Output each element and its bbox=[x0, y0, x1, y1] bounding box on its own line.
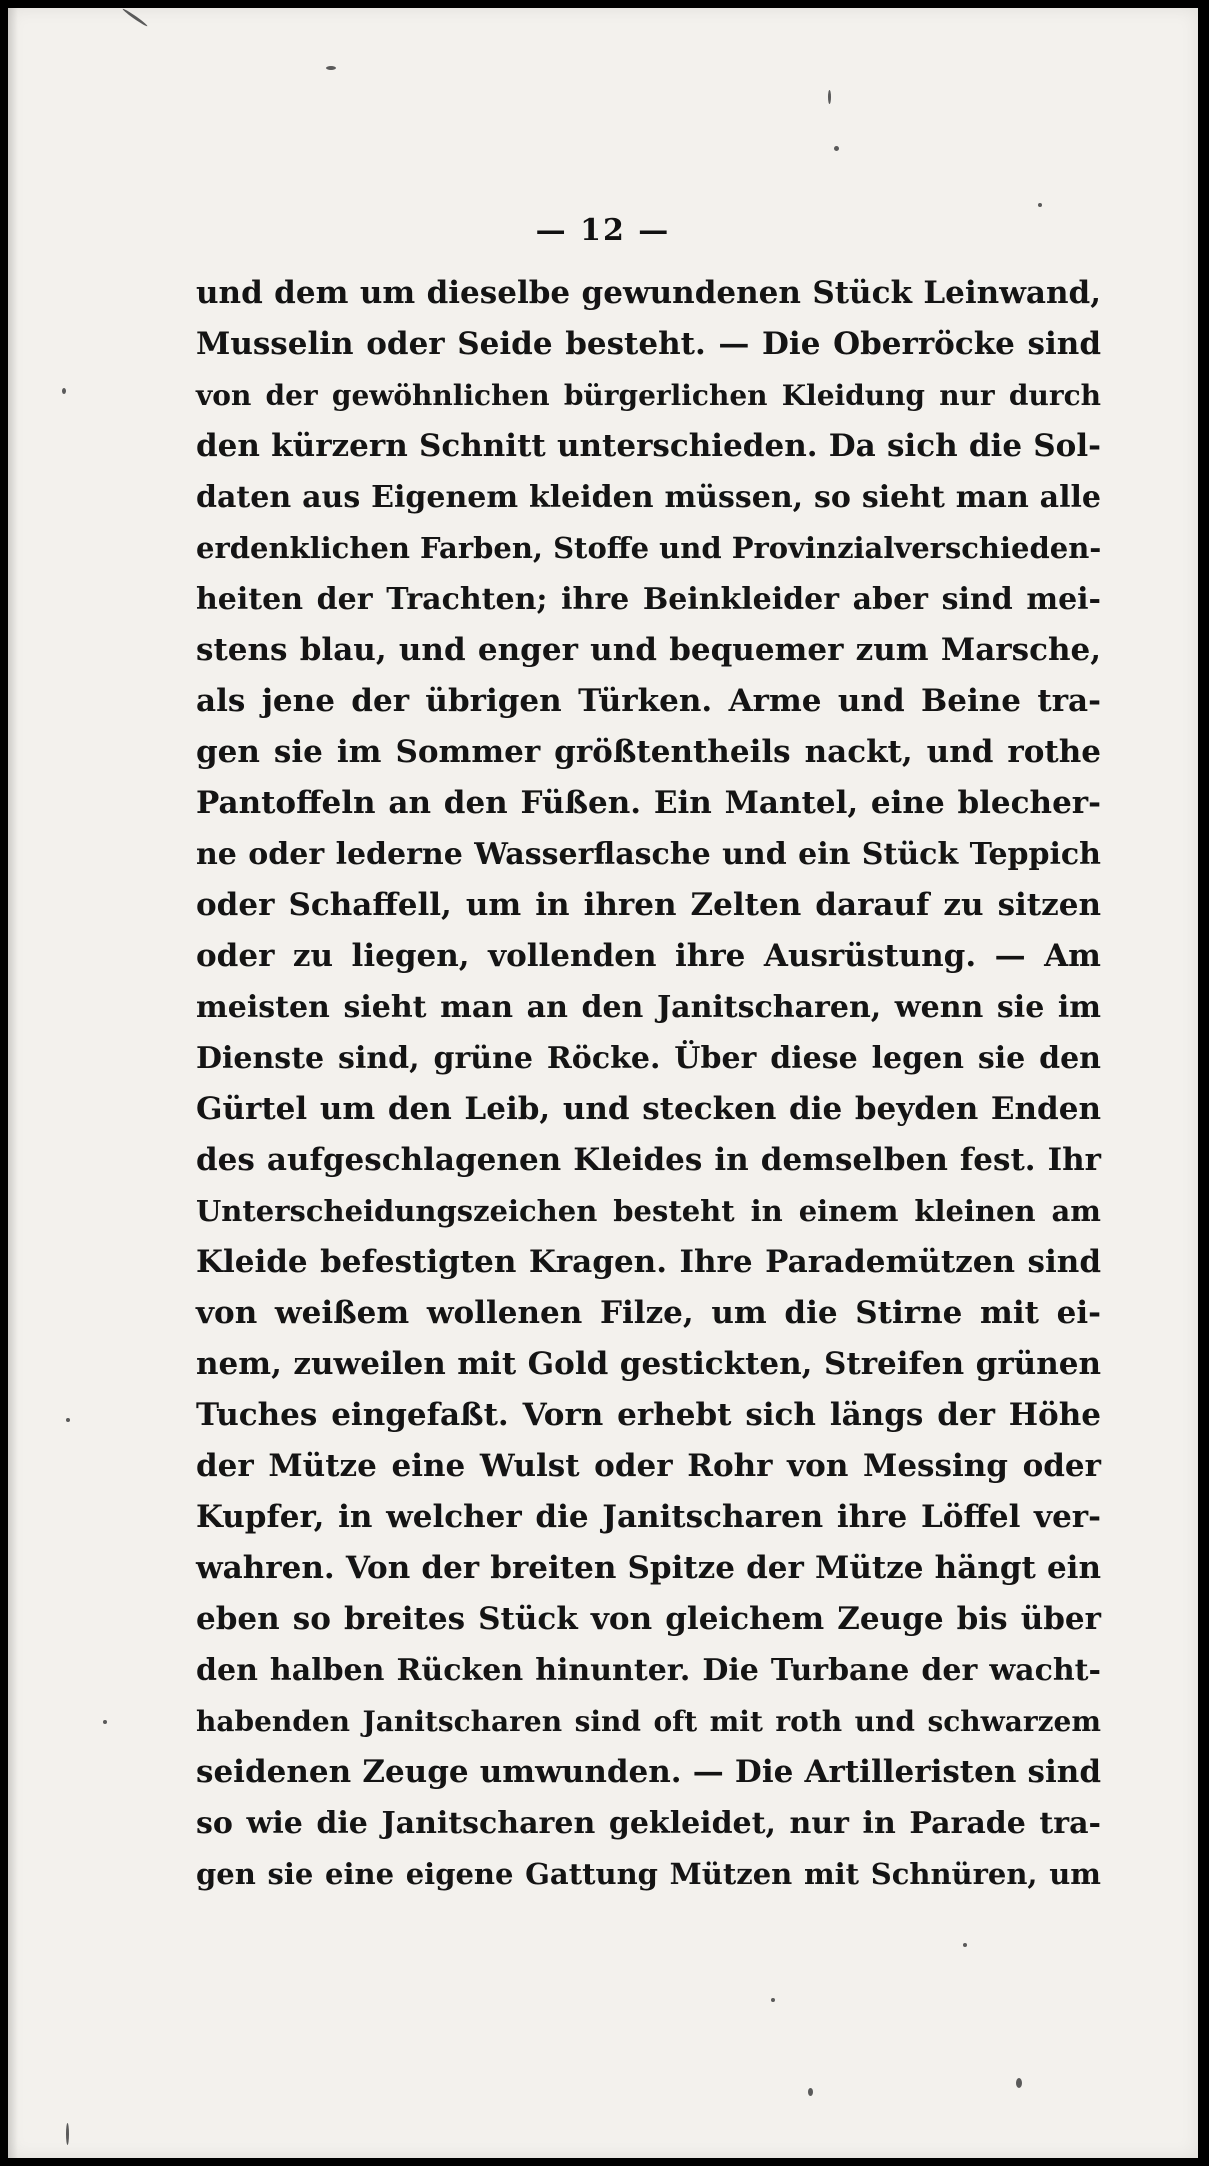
scan-speck bbox=[963, 1943, 967, 1947]
text-line: erdenklichen Farben, Stoffe und Provinzialverschieden- bbox=[196, 531, 1102, 565]
text-line: Unterscheidungszeichen besteht in einem kleinen am bbox=[196, 1194, 1101, 1228]
text-line: den halben Rücken hinunter. Die Turbane der wacht- bbox=[196, 1653, 1101, 1688]
text-line: den kürzern Schnitt unterschieden. Da sich die Sol- bbox=[196, 428, 1101, 464]
scan-speck bbox=[66, 1418, 70, 1422]
text-line: gen sie eine eigene Gattung Mützen mit Schnüren, um bbox=[196, 1857, 1101, 1891]
text-line: Kleide befestigten Kragen. Ihre Parademützen sind bbox=[196, 1244, 1101, 1280]
scan-speck bbox=[62, 388, 66, 394]
text-line: von der gewöhnlichen bürgerlichen Kleidung nur durch bbox=[196, 379, 1101, 412]
text-line: Kupfer, in welcher die Janitscharen ihre Löffel ver- bbox=[196, 1499, 1101, 1535]
text-line: oder zu liegen, vollenden ihre Ausrüstung. — Am bbox=[196, 938, 1101, 974]
text-line: seidenen Zeuge umwunden. — Die Artilleristen sind bbox=[196, 1754, 1101, 1790]
text-line: stens blau, und enger und bequemer zum Marsche, bbox=[196, 632, 1101, 668]
page-number-header: — 12 — bbox=[535, 213, 671, 248]
text-line: Musselin oder Seide besteht. — Die Oberröcke sind bbox=[196, 326, 1101, 362]
scan-speck bbox=[828, 90, 831, 104]
scan-speck bbox=[1016, 2078, 1022, 2088]
scan-speck bbox=[122, 8, 148, 28]
text-line: als jene der übrigen Türken. Arme und Beine tra- bbox=[196, 683, 1101, 719]
scan-speck bbox=[66, 2123, 69, 2145]
text-line: der Mütze eine Wulst oder Rohr von Messing oder bbox=[196, 1448, 1101, 1484]
text-line: habenden Janitscharen sind oft mit roth und schwarzem bbox=[196, 1705, 1101, 1738]
scan-speck bbox=[326, 66, 336, 70]
text-line: heiten der Trachten; ihre Beinkleider aber sind mei- bbox=[196, 582, 1101, 617]
text-line: und dem um dieselbe gewundenen Stück Leinwand, bbox=[196, 275, 1101, 311]
scan-speck bbox=[103, 1720, 107, 1724]
text-line: Gürtel um den Leib, und stecken die beyden Enden bbox=[196, 1091, 1101, 1127]
text-line: Dienste sind, grüne Röcke. Über diese legen sie den bbox=[196, 1041, 1101, 1076]
text-line: von weißem wollenen Filze, um die Stirne mit ei- bbox=[196, 1295, 1101, 1331]
scan-speck bbox=[808, 2088, 813, 2096]
scan-speck bbox=[1038, 203, 1042, 207]
text-line: daten aus Eigenem kleiden müssen, so sieht man alle bbox=[196, 480, 1101, 515]
scan-speck bbox=[771, 1998, 775, 2002]
text-line: nem, zuweilen mit Gold gestickten, Streifen grünen bbox=[196, 1346, 1101, 1382]
page-edge-shadow bbox=[8, 8, 18, 2158]
text-line: Pantoffeln an den Füßen. Ein Mantel, eine blecher- bbox=[196, 785, 1101, 821]
text-line: so wie die Janitscharen gekleidet, nur in Parade tra- bbox=[196, 1806, 1101, 1841]
text-line: eben so breites Stück von gleichem Zeuge bis über bbox=[196, 1601, 1101, 1637]
text-line: ne oder lederne Wasserflasche und ein Stück Teppich bbox=[196, 837, 1101, 872]
text-line: meisten sieht man an den Janitscharen, wenn sie im bbox=[196, 990, 1101, 1025]
body-text bbox=[196, 268, 1101, 1900]
book-page bbox=[8, 8, 1198, 2158]
text-line: oder Schaffell, um in ihren Zelten darauf zu sitzen bbox=[196, 887, 1101, 923]
scan-speck bbox=[834, 146, 839, 151]
text-line: Tuches eingefaßt. Vorn erhebt sich längs der Höhe bbox=[196, 1397, 1101, 1433]
text-line: des aufgeschlagenen Kleides in demselben fest. Ihr bbox=[196, 1142, 1101, 1178]
text-line: wahren. Von der breiten Spitze der Mütze hängt ein bbox=[196, 1550, 1101, 1586]
text-line: gen sie im Sommer größtentheils nackt, und rothe bbox=[196, 734, 1101, 770]
